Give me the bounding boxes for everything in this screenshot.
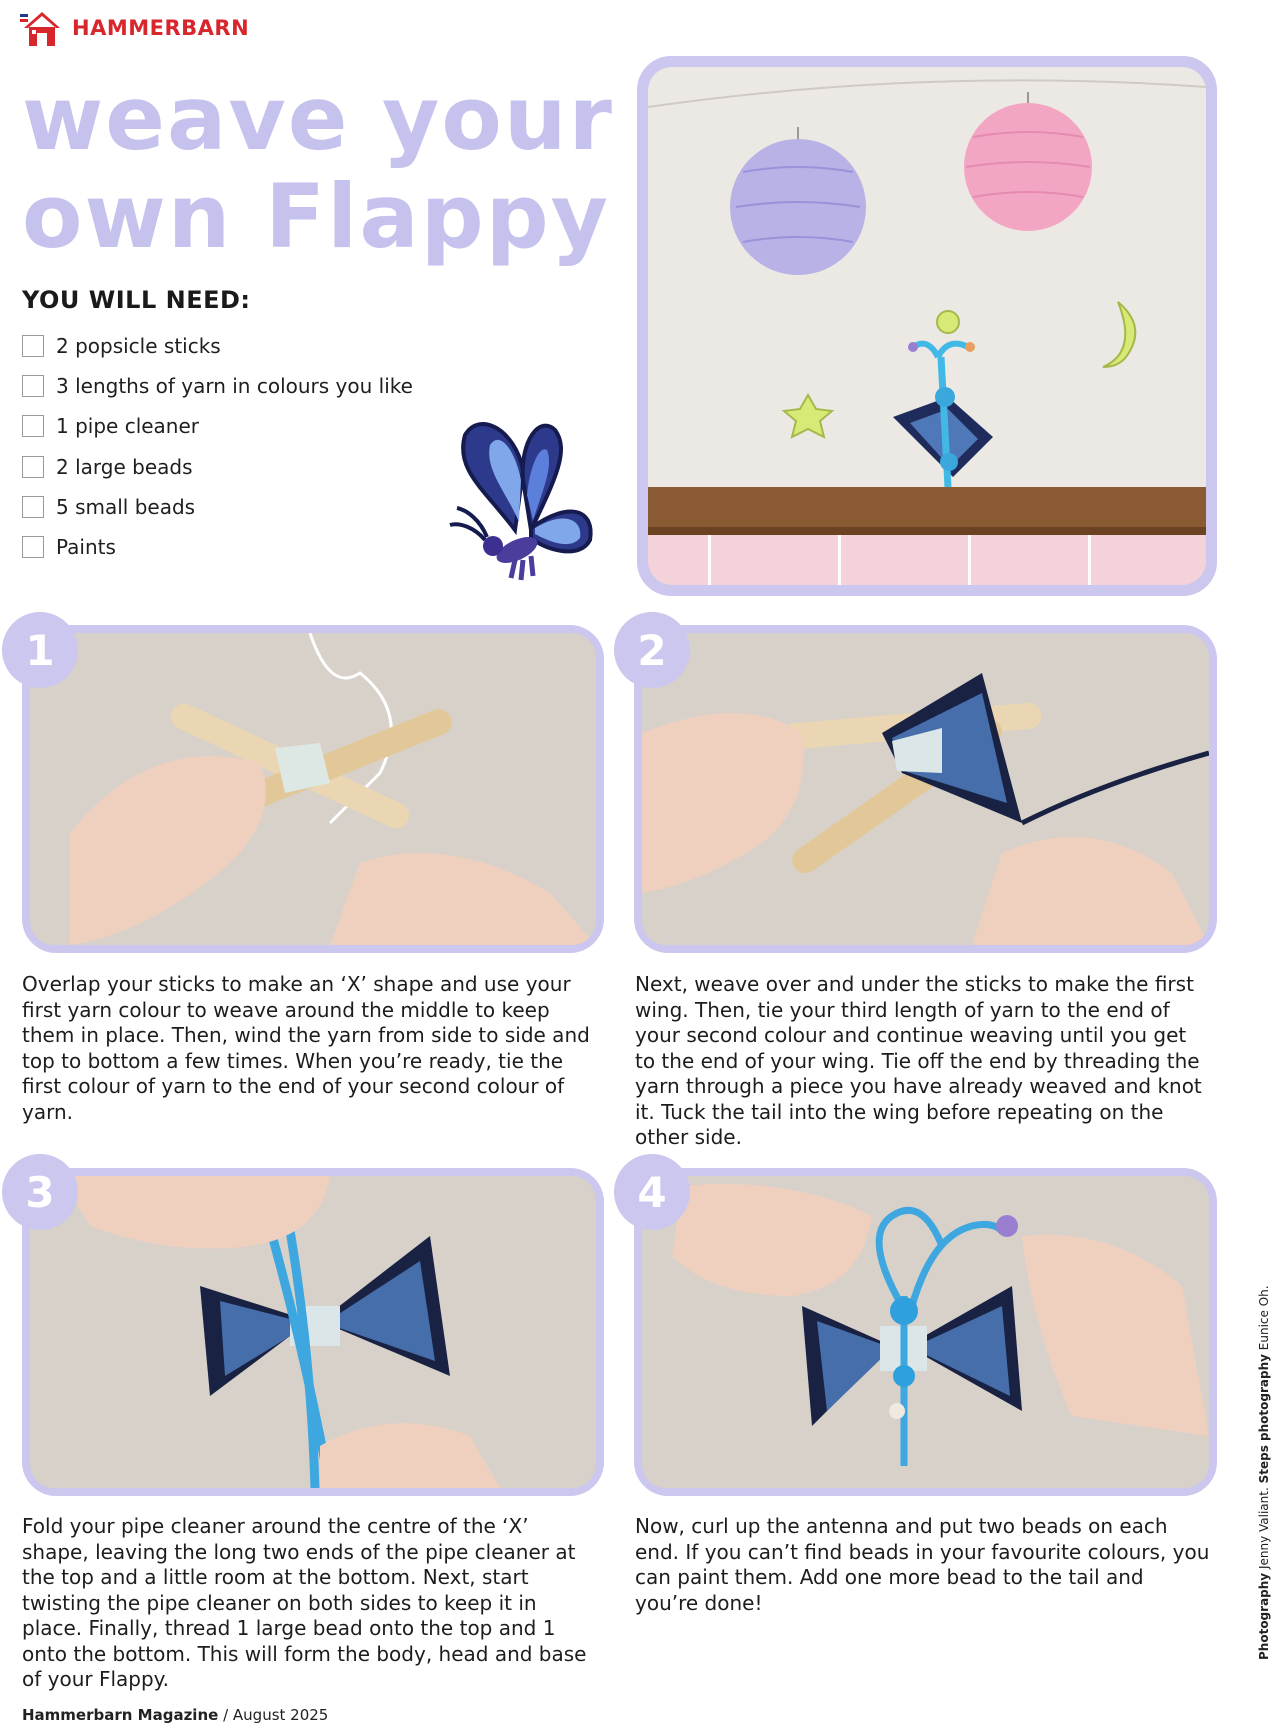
step-1-photo-frame (22, 625, 604, 953)
footer-magazine: Hammerbarn Magazine (22, 1706, 219, 1724)
credit-photo-name: Jenny Valiant. (1257, 1487, 1271, 1570)
needs-item-label: 3 lengths of yarn in colours you like (56, 374, 413, 399)
step-text: Fold your pipe cleaner around the centre of the ‘X’ shape, leaving the long two ends of the pipe cleaner at the top and a little room at the bottom. Next, start twisting the pipe cleaner on both sides to keep it in place. Finally, thread 1 large bead onto the top and 1 onto the bottom. This will form the body, head and base of your Flappy. (22, 1514, 587, 1691)
page-footer (22, 1706, 328, 1724)
brand-name: HAMMERBARN (72, 16, 250, 40)
step-badge: 4 (614, 1154, 690, 1230)
title-line-2: own Flappy (22, 165, 611, 268)
footer-issue: / August 2025 (223, 1706, 329, 1724)
step-4-photo (642, 1176, 1209, 1488)
title-line-1: weave your (22, 67, 614, 170)
step-badge: 2 (614, 612, 690, 688)
list-item (22, 487, 462, 527)
needs-item-label: 1 pipe cleaner (56, 414, 200, 439)
step-2-scene (642, 633, 1209, 945)
checkbox[interactable] (22, 456, 44, 478)
credit-photo-label: Photography (1257, 1572, 1271, 1660)
step-badge: 1 (2, 612, 78, 688)
needs-list (22, 326, 462, 567)
list-item (22, 326, 462, 366)
step-text: Overlap your sticks to make an ‘X’ shape and use your first yarn colour to weave around the middle to keep them in place. Then, wind the yarn from side to side and top to bottom a few times. When you’re ready, tie the first colour of yarn to the end of your second colour of yarn. (22, 972, 590, 1124)
step-3-photo (30, 1176, 596, 1488)
step-1-scene (30, 633, 596, 945)
step-3-photo-frame (22, 1168, 604, 1496)
checkbox[interactable] (22, 536, 44, 558)
barn-icon (18, 8, 66, 48)
credit-steps-label: Steps photography (1257, 1354, 1271, 1484)
list-item (22, 366, 462, 406)
list-item (22, 447, 462, 487)
step-4-photo-frame (634, 1168, 1217, 1496)
step-text: Now, curl up the antenna and put two beads on each end. If you can’t find beads in your favourite colours, you can paint them. Add one more bead to the tail and you’re done! (635, 1514, 1210, 1615)
butterfly-illustration (445, 410, 605, 585)
list-item (22, 406, 462, 446)
step-2-photo-frame (634, 625, 1217, 953)
list-item (22, 527, 462, 567)
hero-photo (648, 67, 1206, 585)
needs-item-label: 2 large beads (56, 454, 193, 479)
hero-photo-frame (637, 56, 1217, 596)
step-badge: 3 (2, 1154, 78, 1230)
page-title (22, 67, 622, 268)
photo-credit (1257, 1285, 1271, 1660)
hammerbarn-logo (18, 8, 249, 48)
checkbox[interactable] (22, 375, 44, 397)
checkbox[interactable] (22, 335, 44, 357)
step-1-photo (30, 633, 596, 945)
step-2-photo (642, 633, 1209, 945)
step-3-scene (30, 1176, 596, 1488)
step-text: Next, weave over and under the sticks to make the first wing. Then, tie your third length of yarn to the end of your second colour and continue weaving until you get to the end of your wing. Tie off the end by threading the yarn through a piece you have already weaved and knot it. Tuck the tail into the wing before repeating on the other side. (635, 972, 1202, 1149)
needs-item-label: 5 small beads (56, 494, 196, 519)
needs-item-label: Paints (56, 535, 116, 560)
needs-heading: YOU WILL NEED: (22, 286, 251, 314)
step-4-scene (642, 1176, 1209, 1488)
checkbox[interactable] (22, 415, 44, 437)
hero-scene (648, 67, 1206, 585)
checkbox[interactable] (22, 496, 44, 518)
credit-steps-name: Eunice Oh. (1257, 1285, 1271, 1351)
needs-item-label: 2 popsicle sticks (56, 334, 221, 359)
